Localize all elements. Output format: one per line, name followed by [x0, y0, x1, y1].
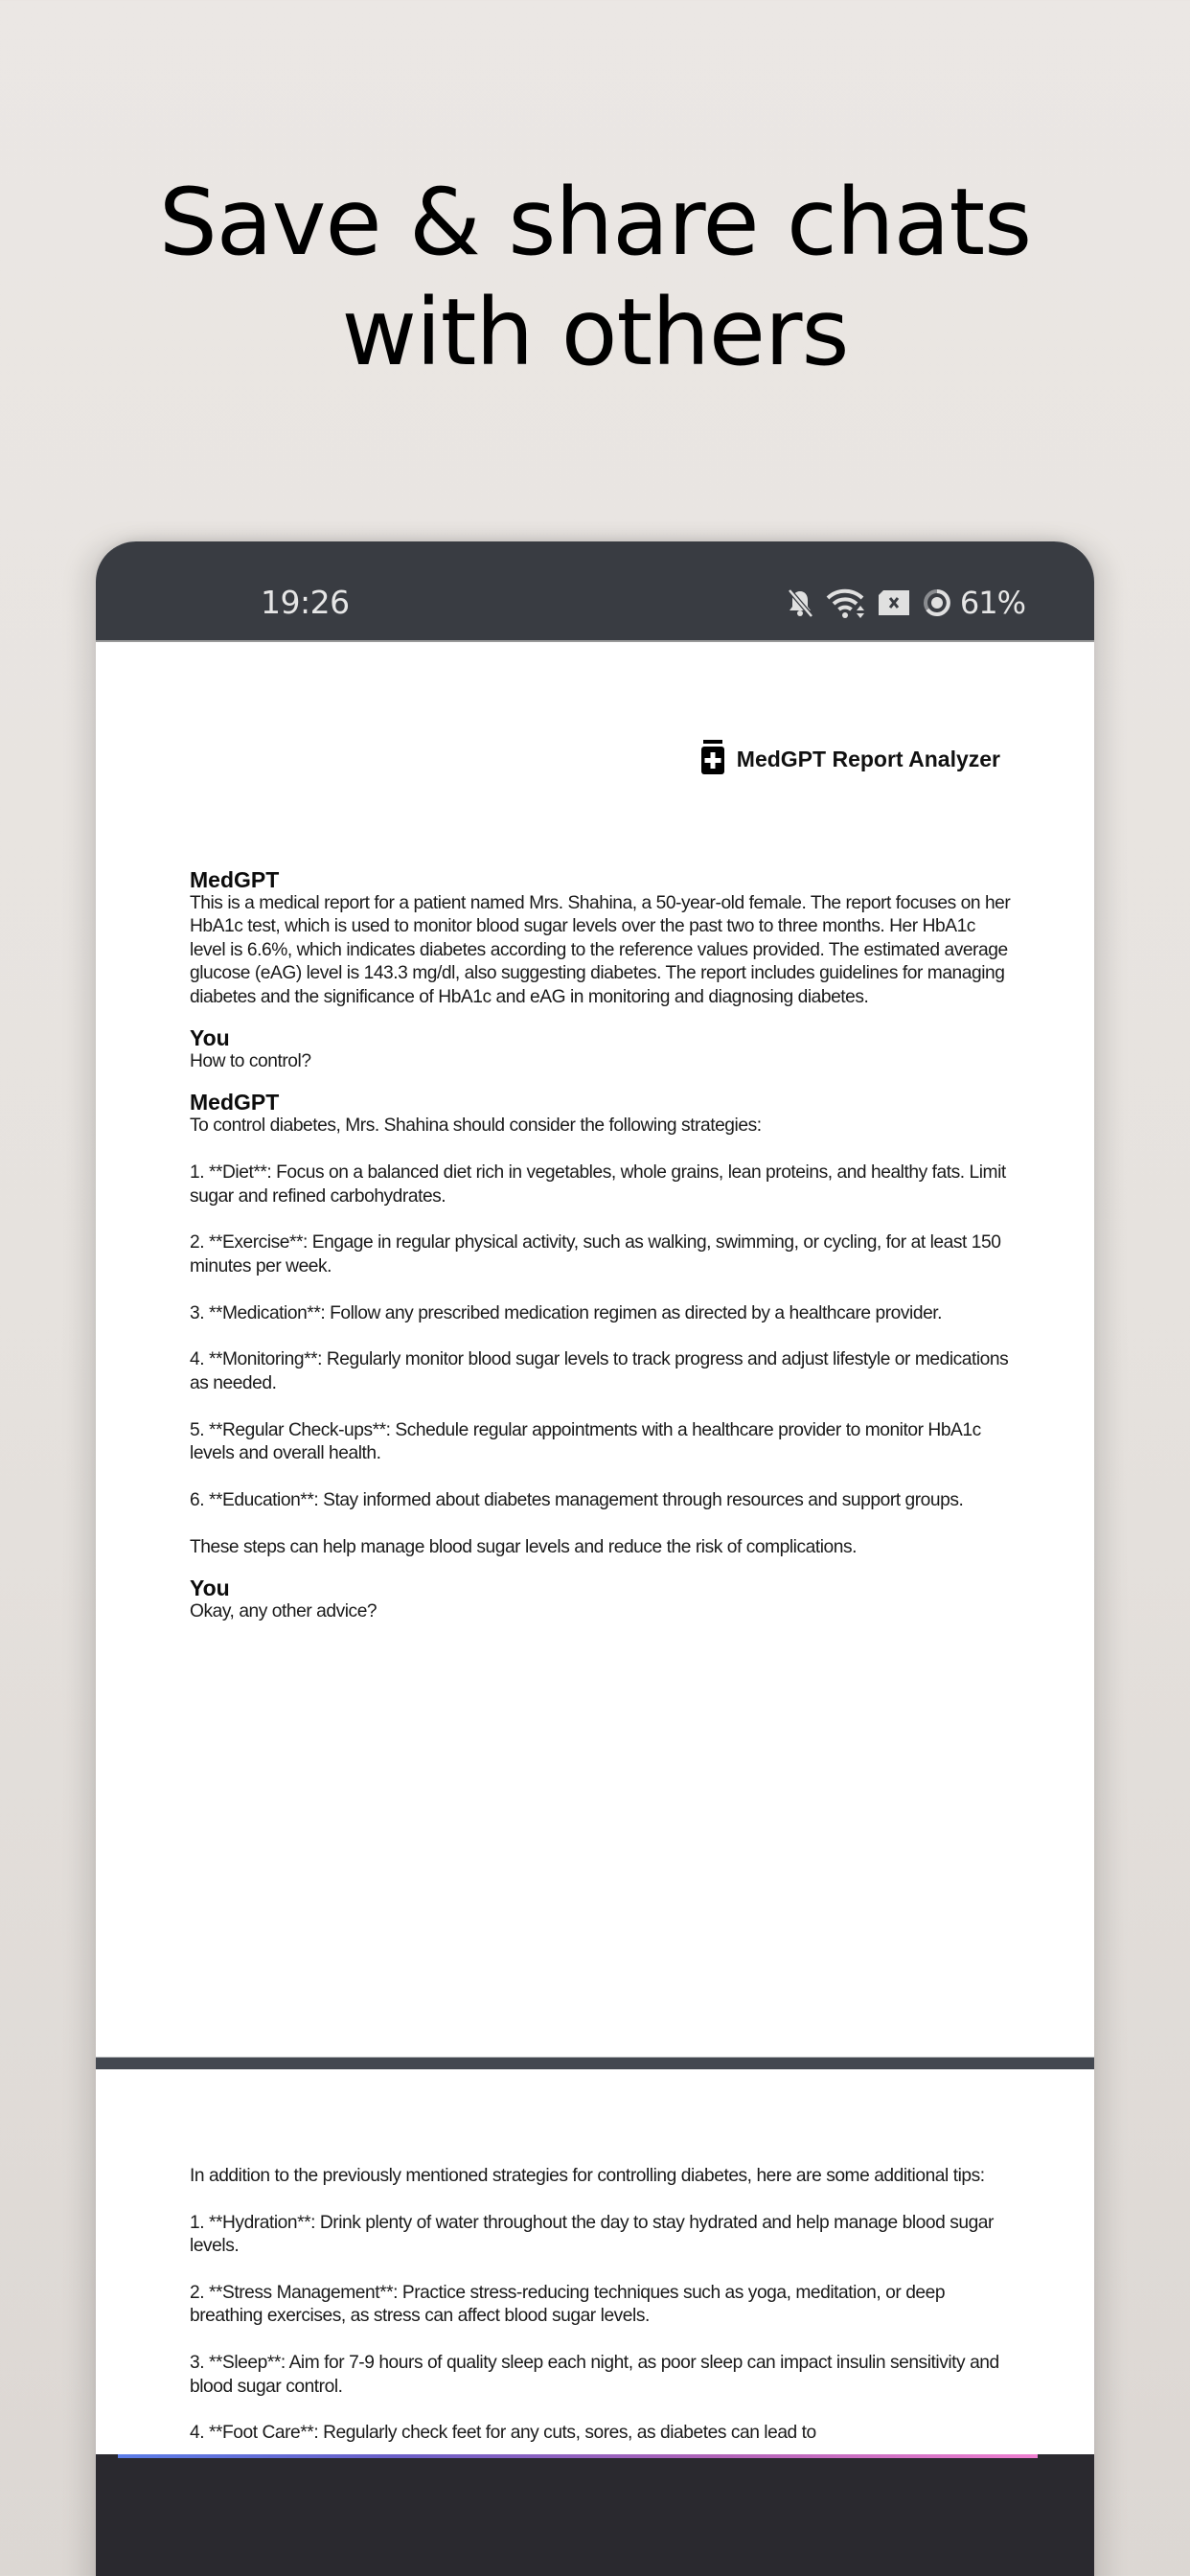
promo-headline [0, 168, 1190, 388]
speaker-label: MedGPT [190, 1090, 280, 1116]
list-item: 3. **Medication**: Follow any prescribed medication regimen as directed by a healthcare provider. [190, 1302, 943, 1323]
list-item: 2. **Exercise**: Engage in regular physical activity, such as walking, swimming, or cycling, for at least 150 minutes per week. [190, 1232, 1001, 1276]
status-bar [96, 541, 1094, 642]
headline-line-1: Save & share chats [158, 169, 1032, 276]
speaker-label: MedGPT [190, 867, 280, 892]
message-text: To control diabetes, Mrs. Shahina should consider the following strategies: [190, 1116, 762, 1137]
message-text: These steps can help manage blood sugar levels and reduce the risk of complications. [190, 1536, 858, 1557]
message-text: Okay, any other advice? [190, 1601, 378, 1622]
list-item: 5. **Regular Check-ups**: Schedule regular appointments with a healthcare provider to monitor HbA1c levels and overall health. [190, 1419, 981, 1464]
chat-transcript-continued [190, 2165, 1014, 2446]
pdf-page-1[interactable] [96, 642, 1094, 2057]
document-title: MedGPT Report Analyzer [736, 747, 1000, 771]
message-text: In addition to the previously mentioned strategies for controlling diabetes, here are some additional tips: [190, 2166, 985, 2186]
headline-line-2: with others [341, 279, 849, 386]
bell-muted-icon [786, 587, 814, 618]
list-item: 6. **Education**: Stay informed about diabetes management through resources and support groups. [190, 1489, 964, 1510]
medicine-bottle-icon [700, 740, 725, 779]
message-text: This is a medical report for a patient named Mrs. Shahina, a 50-year-old female. The report focuses on her HbA1c test, which is used to monitor blood sugar levels over the past two to three months. Her HbA1c level is 6.6%, which indicates diabetes according to the reference values provided. The estimated average glucose (eAG) level is 143.3 mg/dl, also suggesting diabetes. The report includes guidelines for managing diabetes and the significance of HbA1c and eAG in monitoring and diagnosing diabetes. [190, 893, 1011, 1007]
wifi-icon [826, 586, 866, 619]
document-header [700, 740, 1000, 779]
list-item: 2. **Stress Management**: Practice stress-reducing techniques such as yoga, meditation, or deep breathing exercises, as stress can affect blood sugar levels. [190, 2283, 946, 2327]
message-text: How to control? [190, 1051, 311, 1072]
speaker-label: You [190, 1576, 230, 1601]
battery-ring-icon [922, 587, 952, 618]
chat-transcript [190, 867, 1014, 1623]
phone-screen [96, 541, 1094, 2576]
sim-missing-icon [878, 589, 910, 616]
speaker-label: You [190, 1025, 230, 1051]
list-item: 4. **Foot Care**: Regularly check feet for any cuts, sores, as diabetes can lead to [190, 2423, 816, 2444]
progress-gradient-line [118, 2454, 1038, 2458]
list-item: 1. **Diet**: Focus on a balanced diet rich in vegetables, whole grains, lean proteins, and healthy fats. Limit sugar and refined carbohydrates. [190, 1162, 1006, 1207]
list-item: 3. **Sleep**: Aim for 7-9 hours of quality sleep each night, as poor sleep can impact insulin sensitivity and blood sugar control. [190, 2353, 999, 2397]
status-icons [786, 584, 1025, 622]
list-item: 1. **Hydration**: Drink plenty of water throughout the day to stay hydrated and help manage blood sugar levels. [190, 2212, 994, 2257]
status-time: 19:26 [261, 584, 350, 621]
battery-percent: 61% [959, 585, 1025, 621]
list-item: 4. **Monitoring**: Regularly monitor blood sugar levels to track progress and adjust lifestyle or medications as needed. [190, 1349, 1009, 1393]
page-divider [96, 2057, 1094, 2070]
bottom-toolbar [96, 2454, 1094, 2576]
pdf-page-2[interactable] [96, 2070, 1094, 2472]
